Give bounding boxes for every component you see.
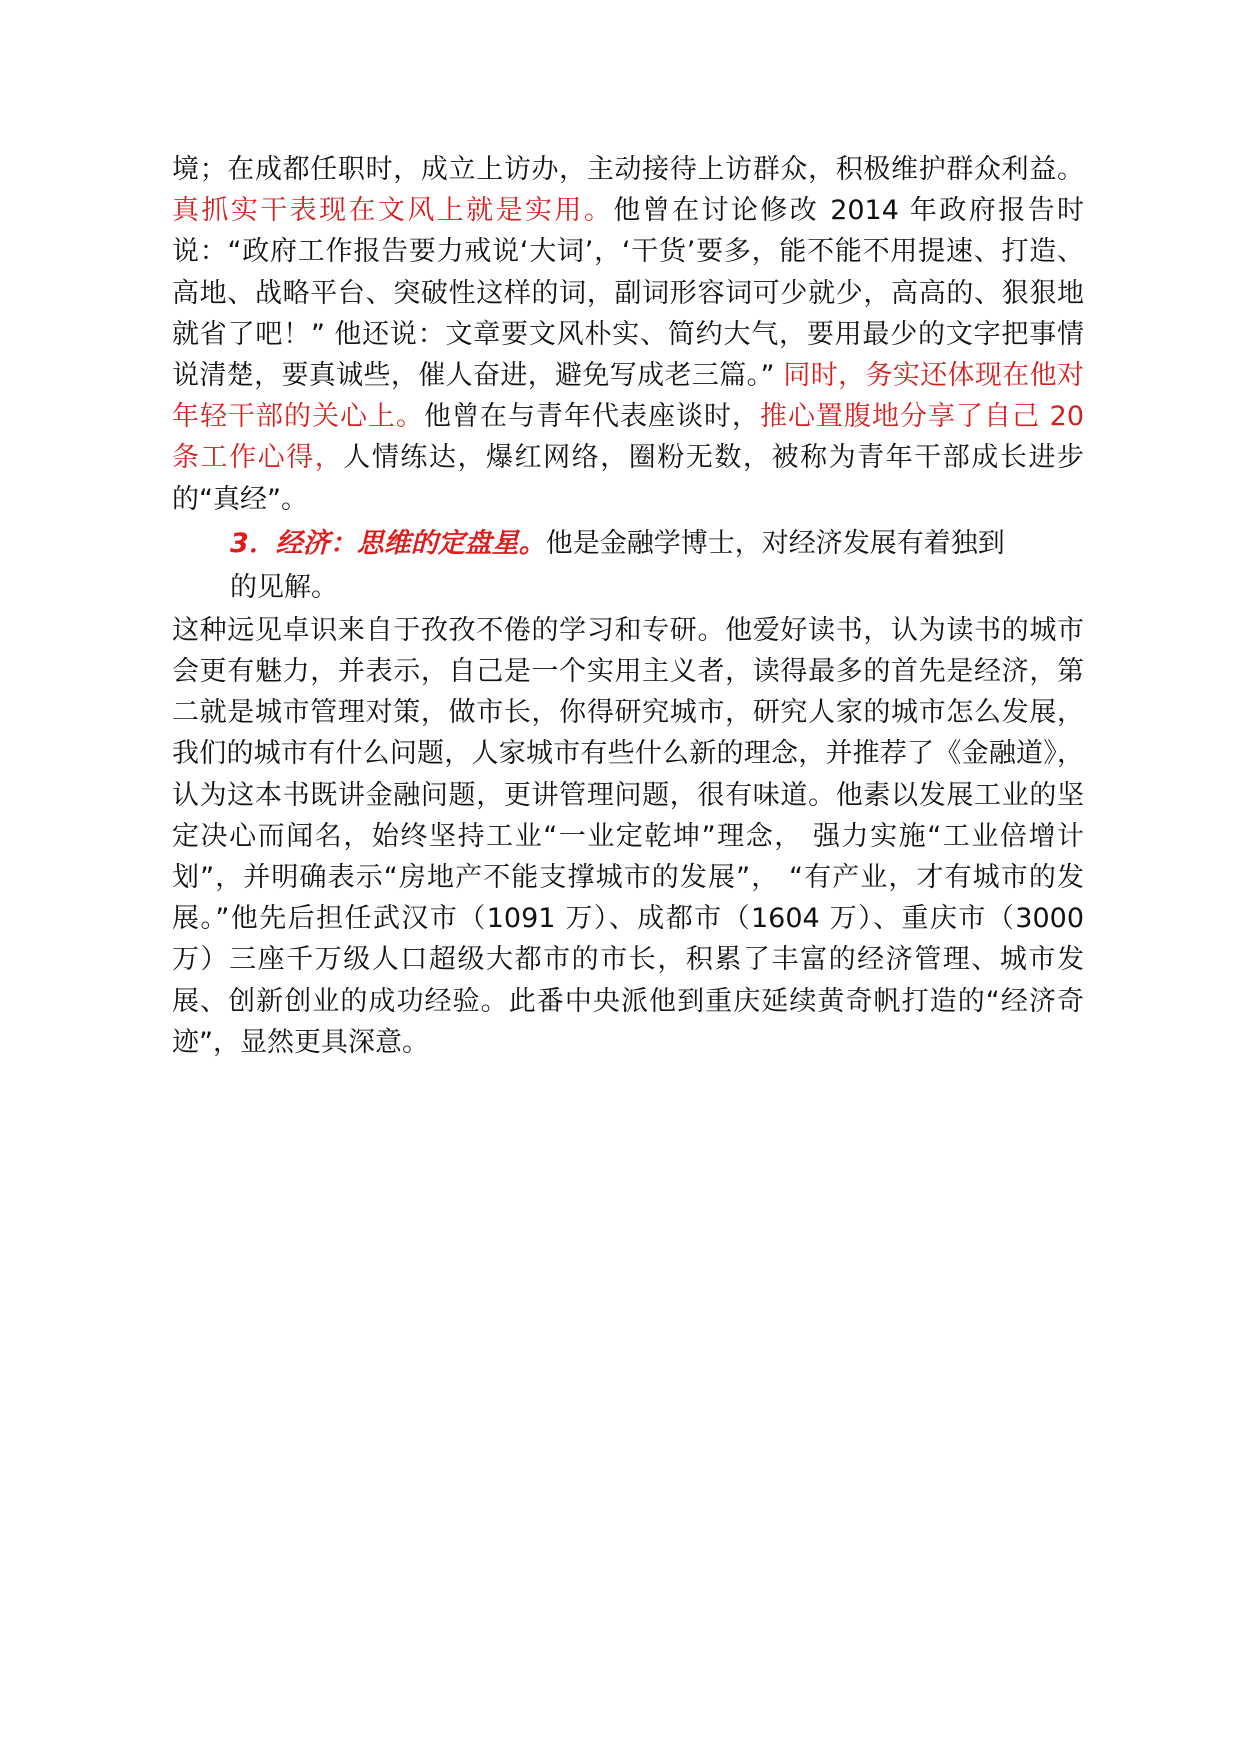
heading-text-line2: 的见解。 — [230, 571, 338, 603]
heading-label: 3．经济：思维的定盘星。 — [230, 527, 546, 559]
heading-text-line1: 他是金融学博士，对经济发展有着独到 — [545, 527, 1005, 559]
section-heading-economy — [172, 522, 1084, 610]
heading-line-tail — [172, 566, 1084, 610]
text-segment: 境；在成都任职时，成立上访办，主动接待上访群众，积极维护群众利益。 — [172, 154, 1084, 185]
highlight-segment: 真抓实干表现在文风上就是实用。 — [172, 195, 614, 227]
highlight-segment: 推心置腹地分享了自己 20 条工作心得， — [172, 401, 1085, 474]
text-segment: 他曾在讨论修改 2014 年政府报告时说：“政府工作报告要力戒说‘大词’，‘干货’要多，能不能不用提速、打造、高地、战略平台、突破性这样的词，副词形容词可少就少，高高的、狠狠地就省了吧！” 他还说：文章要文风朴实、简约大气，要用最少的文字把事情说清楚，要真诚些，催人奋进，避免写成老三篇。” — [172, 195, 1084, 392]
paragraph-continuation — [172, 149, 1084, 520]
document-body — [172, 149, 1084, 1063]
heading-line — [172, 522, 1084, 566]
highlight-segment: 同时，务实还体现在他对年轻干部的关心上。 — [172, 360, 1085, 433]
text-segment: 他曾在与青年代表座谈时， — [424, 401, 761, 433]
text-segment: 人情练达，爆红网络，圈粉无数，被称为青年干部成长进步的“真经”。 — [172, 442, 1085, 515]
paragraph-economy: 这种远见卓识来自于孜孜不倦的学习和专研。他爱好读书，认为读书的城市会更有魅力，并表示，自己是一个实用主义者，读得最多的首先是经济，第二就是城市管理对策，做市长，你得研究城市，研究人家的城市怎么发展，我们的城市有什么问题，人家城市有些什么新的理念，并推荐了《金融道》，认为这本书既讲金融问题，更讲管理问题，很有味道。他素以发展工业的坚定决心而闻名，始终坚持工业“一业定乾坤”理念， 强力实施“工业倍增计划”，并明确表示“房地产不能支撑城市的发展”， “有产业，才有城市的发展。”他先后担任武汉市（1091 万）、成都市（1604 万）、重庆市（3000 万）三座千万级人口超级大都市的市长，积累了丰富的经济管理、城市发展、创新创业的成功经验。此番中央派他到重庆延续黄奇帆打造的“经济奇迹”，显然更具深意。 — [172, 614, 1084, 1058]
